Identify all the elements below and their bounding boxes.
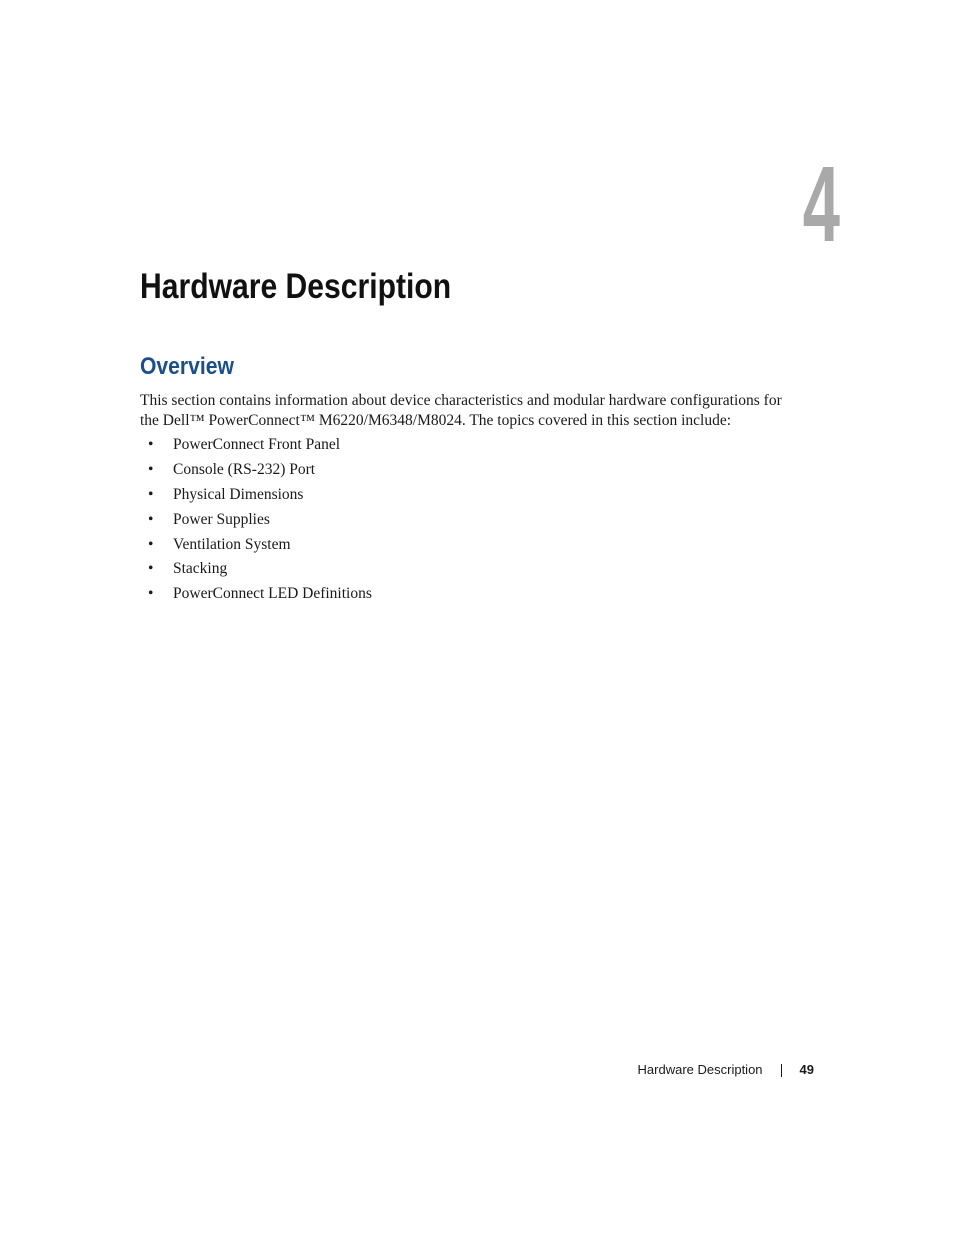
topic-label: Power Supplies	[173, 510, 270, 528]
list-item	[140, 510, 372, 535]
bullet-icon: •	[148, 535, 154, 553]
list-item	[140, 559, 372, 584]
list-item	[140, 460, 372, 485]
list-item	[140, 584, 372, 609]
topic-label: Console (RS-232) Port	[173, 460, 316, 478]
list-item	[140, 485, 372, 510]
footer-section-title: Hardware Description	[637, 1062, 763, 1077]
topic-label: Stacking	[173, 560, 228, 578]
bullet-icon: •	[148, 485, 154, 503]
footer-divider	[781, 1064, 782, 1077]
bullet-icon: •	[148, 436, 154, 453]
topics-list	[140, 435, 372, 609]
chapter-title: Hardware Description	[140, 267, 452, 306]
bullet-icon: •	[148, 510, 154, 528]
topic-label: Physical Dimensions	[173, 485, 304, 503]
topic-label: PowerConnect Front Panel	[173, 436, 341, 453]
section-heading: Overview	[140, 353, 234, 380]
list-item	[140, 435, 372, 460]
list-item	[140, 535, 372, 560]
bullet-icon: •	[148, 585, 154, 603]
chapter-number: 4	[802, 143, 840, 264]
intro-paragraph: This section contains information about device characteristics and modular hardware configurations for the Dell™ PowerConnect™ M6220/M6348/M8024. The topics covered in this section include:	[140, 392, 782, 429]
bullet-icon: •	[148, 460, 154, 478]
topic-label: Ventilation System	[173, 535, 291, 553]
bullet-icon: •	[148, 560, 154, 578]
page-footer	[638, 1061, 814, 1079]
page-number: 49	[799, 1062, 814, 1077]
topic-label: PowerConnect LED Definitions	[173, 585, 372, 603]
